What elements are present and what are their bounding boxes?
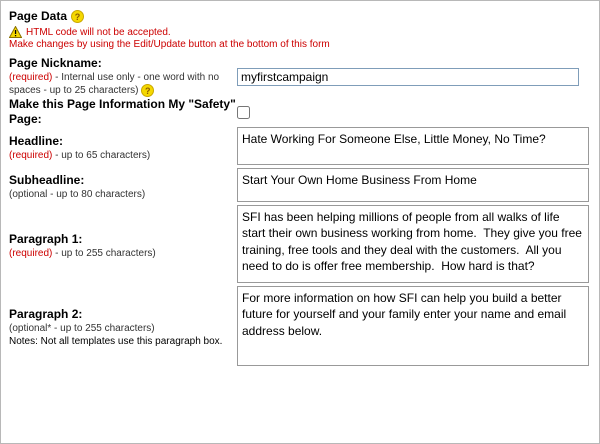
page-nickname-hint-text: - Internal use only - one word with no spaces - up to 25 characters) [9, 72, 220, 97]
row-page-nickname [9, 56, 591, 97]
paragraph-1-required: (required) [9, 247, 53, 259]
row-paragraph-1 [9, 205, 591, 286]
edit-update-note: Make changes by using the Edit/Update button at the bottom of this form [9, 39, 330, 50]
subheadline-label: Subheadline: [9, 172, 85, 187]
headline-required: (required) [9, 149, 53, 161]
paragraph-2-note: Notes: Not all templates use this paragraph box. [9, 336, 223, 348]
html-warning-text: HTML code will not be accepted. [26, 26, 171, 38]
page-nickname-label-cell [9, 56, 237, 97]
paragraph-1-hint [9, 247, 237, 260]
headline-hint-text: - up to 65 characters) [52, 149, 151, 161]
subheadline-textarea[interactable] [237, 168, 589, 202]
safety-page-checkbox[interactable] [237, 106, 250, 119]
safety-page-field-cell [237, 97, 591, 127]
paragraph-2-label: Paragraph 2: [9, 307, 83, 322]
headline-textarea[interactable] [237, 127, 589, 165]
subheadline-hint: (optional - up to 80 characters) [9, 188, 146, 200]
headline-label-cell [9, 127, 237, 168]
help-icon[interactable]: ? [71, 10, 84, 23]
headline-field-cell [237, 127, 591, 168]
paragraph-1-hint-text: - up to 255 characters) [52, 247, 156, 259]
paragraph-1-textarea[interactable] [237, 205, 589, 283]
page-title-label: Page Data [9, 9, 68, 23]
page-nickname-input[interactable] [237, 68, 579, 86]
paragraph-2-field-cell [237, 286, 591, 369]
page-nickname-label: Page Nickname: [9, 56, 102, 70]
headline-label: Headline: [9, 133, 64, 148]
row-headline [9, 127, 591, 168]
row-paragraph-2 [9, 286, 591, 369]
row-subheadline [9, 168, 591, 205]
page-nickname-hint [9, 71, 237, 97]
subheadline-label-cell [9, 168, 237, 205]
paragraph-2-label-cell [9, 286, 237, 369]
paragraph-1-field-cell [237, 205, 591, 286]
row-safety-page [9, 97, 591, 127]
help-icon[interactable]: ? [141, 84, 154, 97]
subheadline-field-cell [237, 168, 591, 205]
paragraph-2-hint: (optional* - up to 255 characters) [9, 323, 155, 335]
page-title [9, 9, 591, 23]
warning-triangle-icon [9, 26, 22, 38]
page-nickname-field-cell [237, 56, 591, 97]
form-table [9, 56, 591, 369]
safety-page-label: Make this Page Information My "Safety" Page: [9, 97, 236, 127]
html-warning [9, 26, 591, 38]
safety-page-label-cell [9, 97, 237, 127]
paragraph-1-label: Paragraph 1: [9, 231, 83, 246]
headline-hint [9, 149, 237, 162]
paragraph-1-label-cell [9, 205, 237, 286]
page-nickname-required: (required) [9, 72, 53, 83]
paragraph-2-textarea[interactable] [237, 286, 589, 366]
